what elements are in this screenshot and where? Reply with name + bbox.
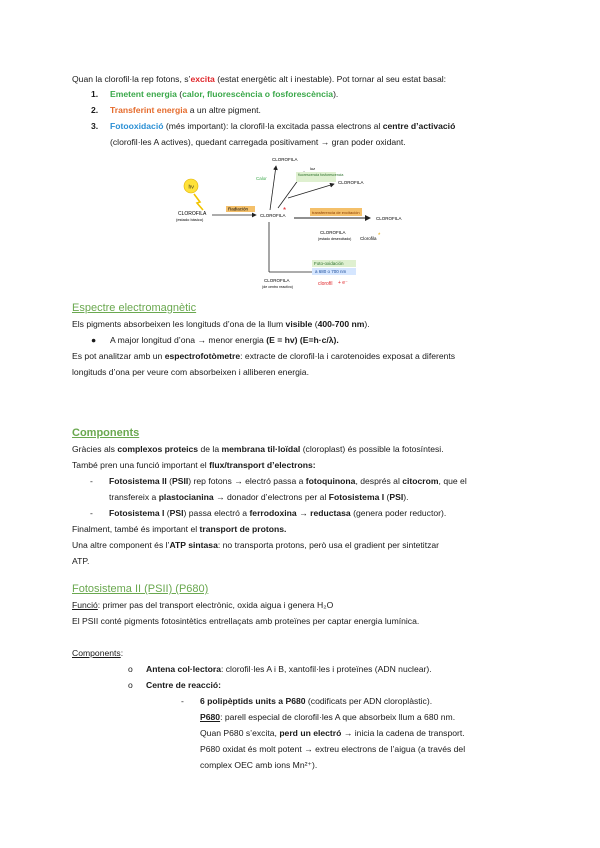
text: espectrofotòmetre [164,351,241,361]
text: perd un electró [279,728,342,738]
sub-sub-item [200,696,432,707]
text: plastocianina [158,492,214,502]
text: ( [312,319,318,329]
dash-marker: - [90,508,93,518]
text: Els pigments absorbeixen les longituds d’ona de la llum [72,319,286,329]
paragraph-line: ATP. [72,556,90,566]
text: Fotosistema I [328,492,385,502]
text: ( [176,89,183,99]
text: PSI [169,508,184,518]
dash-item [109,476,467,487]
text: ). [333,89,339,99]
paragraph-line: longituds d’ona per veure com absorbeixen i alliberen energia. [72,367,309,377]
list-item [91,105,98,116]
list-number: 1. [91,89,99,99]
paragraph-line [72,600,333,611]
text: visible [285,319,313,329]
intro-line [72,74,446,85]
text: citocrom [402,476,439,486]
text: (cloroplast) és possible la fotosíntesi. [300,444,444,454]
diagram-label: Radiación [228,206,249,212]
text: Quan la clorofil·la rep fotons, s’ [72,74,191,84]
list-item [91,89,98,100]
text: (estat energètic alt i inestable). Pot tornar al seu estat basal: [214,74,447,84]
text: ). [403,492,409,502]
text: Funció [72,600,98,610]
paragraph-line [72,351,455,362]
text: complexos proteics [117,444,199,454]
text: de la [198,444,222,454]
text: , després al [355,476,403,486]
paragraph-line [72,460,316,471]
text: flux/transport d’electrons: [209,460,316,470]
text: ( [384,492,390,502]
diagram-label: luz [310,166,316,171]
text: Quan P680 s’excita, [200,728,280,738]
dash-item [109,508,446,519]
diagram-label: CLOROFILA [178,211,207,217]
text: PSII [172,476,189,486]
text: ) rep fotons → electró passa a [188,476,306,486]
text: transfereix a [109,492,159,502]
sub-sub-item [200,728,465,739]
text: A major longitud d’ona → menor energia [110,335,267,345]
text: : clorofil·les A i B, xantofil·les i proteïnes (ADN nuclear). [220,664,432,674]
dash-marker: - [90,476,93,486]
paragraph-line: El PSII conté pigments fotosintètics entrellaçats amb proteïnes per captar energia lumínica. [72,616,420,626]
paragraph-line [72,540,439,551]
text: També pren una funció important el [72,460,210,470]
calor-term: calor, fluorescència o fosforescència [182,89,334,99]
paragraph-line [72,648,123,659]
excita-word: excita [190,74,215,84]
circle-marker: o [128,680,133,690]
text: Finalment, també és important el [72,524,200,534]
arrow [270,166,276,210]
diagram-label: Calor [256,176,267,181]
text: ATP sintasa [169,540,218,550]
text: ( [166,476,173,486]
hv-label: hν [188,184,194,191]
section-heading: Fotosistema II (PSII) (P680) [72,583,209,595]
section-heading: Espectre electromagnètic [72,302,197,314]
list-number: 2. [91,105,99,115]
diagram-label: (estado básico) [176,217,204,222]
dash-item-cont [109,492,409,503]
list-item-text: (clorofil·les A actives), quedant carregada positivament → gran poder oxidant. [110,137,406,147]
text: 400-700 nm [317,319,365,329]
paragraph-line [72,524,286,535]
list-item-text [110,105,261,116]
text: : parell especial de clorofil·les A que absorbeix llum a 680 nm. [220,712,456,722]
text: Centre de reacció: [146,680,221,690]
text: reductasa [310,508,351,518]
sub-item [146,664,432,675]
bullet-icon: ● [91,335,97,345]
text: : [120,648,124,658]
text: 6 polipèptids units a P680 [200,696,306,706]
text: ). [364,319,370,329]
text: fotoquinona [305,476,356,486]
list-item-text [110,89,338,100]
text: ) passa electró a [183,508,250,518]
fotooxidacio-term: Fotooxidació [110,121,164,131]
chlorophyll-diagram [170,152,430,290]
text: (genera poder reductor). [350,508,447,518]
text: P680 [200,712,221,722]
diagram-label: CLOROFILA [260,213,286,218]
text: Gràcies als [72,444,118,454]
text: transport de protons. [199,524,287,534]
list-item [91,121,98,132]
bullet-item [110,335,339,346]
transferint-term: Transferint energia [110,105,188,115]
text: → [296,508,311,518]
emetent-term: Emetent energia [110,89,177,99]
paragraph-line [72,319,370,330]
text: (més important): la clorofil·la excitada passa electrons al [163,121,383,131]
text: → inicia la cadena de transport. [341,728,465,738]
diagram-label: Clorofila [360,236,377,241]
diagram-label: CLOROFILA [376,216,402,221]
text: , que el [438,476,467,486]
dash-marker: - [181,696,184,706]
text: ( [164,508,170,518]
text: → donador d’electrons per al [213,492,329,502]
text: centre d’activació [382,121,456,131]
diagram-label: CLOROFILA [320,230,346,235]
diagram-label: CLOROFILA [272,157,298,162]
sub-item [146,680,221,691]
text: Antena col·lectora [146,664,221,674]
text: Es pot analitzar amb un [72,351,165,361]
excited-star: * [283,206,287,215]
diagram-label: transferencia de excitación [312,210,360,215]
diagram-label: Foto-oxidación [314,261,344,266]
text: Una altre component és l’ [72,540,170,550]
text: ferrodoxina [249,508,297,518]
diagram-label: CLOROFILA [338,180,364,185]
text: (codificats per ADN cloroplàstic). [305,696,433,706]
text: PSI [389,492,404,502]
sub-sub-item: P680 oxidat és molt potent → extreu electrons de l’aigua (a través del [200,744,466,754]
arrow [288,184,334,198]
diagram-label: a 680 o 700 nm [315,269,347,274]
text: Fotosistema II [109,476,167,486]
diagram-label: CLOROFILA [264,278,290,283]
list-item-text [110,121,455,132]
text: : primer pas del transport electrònic, oxida aigua i genera H₂O [97,600,334,610]
star-icon: * [378,233,381,239]
sub-sub-item [200,712,455,723]
text: a un altre pigment. [187,105,261,115]
diagram-label: clorofil [318,281,333,287]
text: Components [72,648,121,658]
section-heading: Components [72,427,140,439]
paragraph-line [72,444,444,455]
text: : extracte de clorofil·la i carotenoides exposat a diferents [240,351,456,361]
text: (E = hv) (E=h·c/λ). [266,335,339,345]
circle-marker: o [128,664,133,674]
lightning-icon [194,194,203,210]
text: membrana til·loïdal [221,444,301,454]
diagram-label: (estado desexcitado) [318,237,352,241]
text: Fotosistema I [109,508,165,518]
text: : no transporta protons, però usa el gradient per sintetitzar [217,540,440,550]
diagram-label: fluorescencia fosforescencia [298,173,344,177]
diagram-label: + e⁻ [338,280,348,286]
diagram-label: (de centro reactivo) [262,285,293,289]
sub-sub-item: complex OEC amb ions Mn²⁺). [200,760,318,770]
list-number: 3. [91,121,99,131]
